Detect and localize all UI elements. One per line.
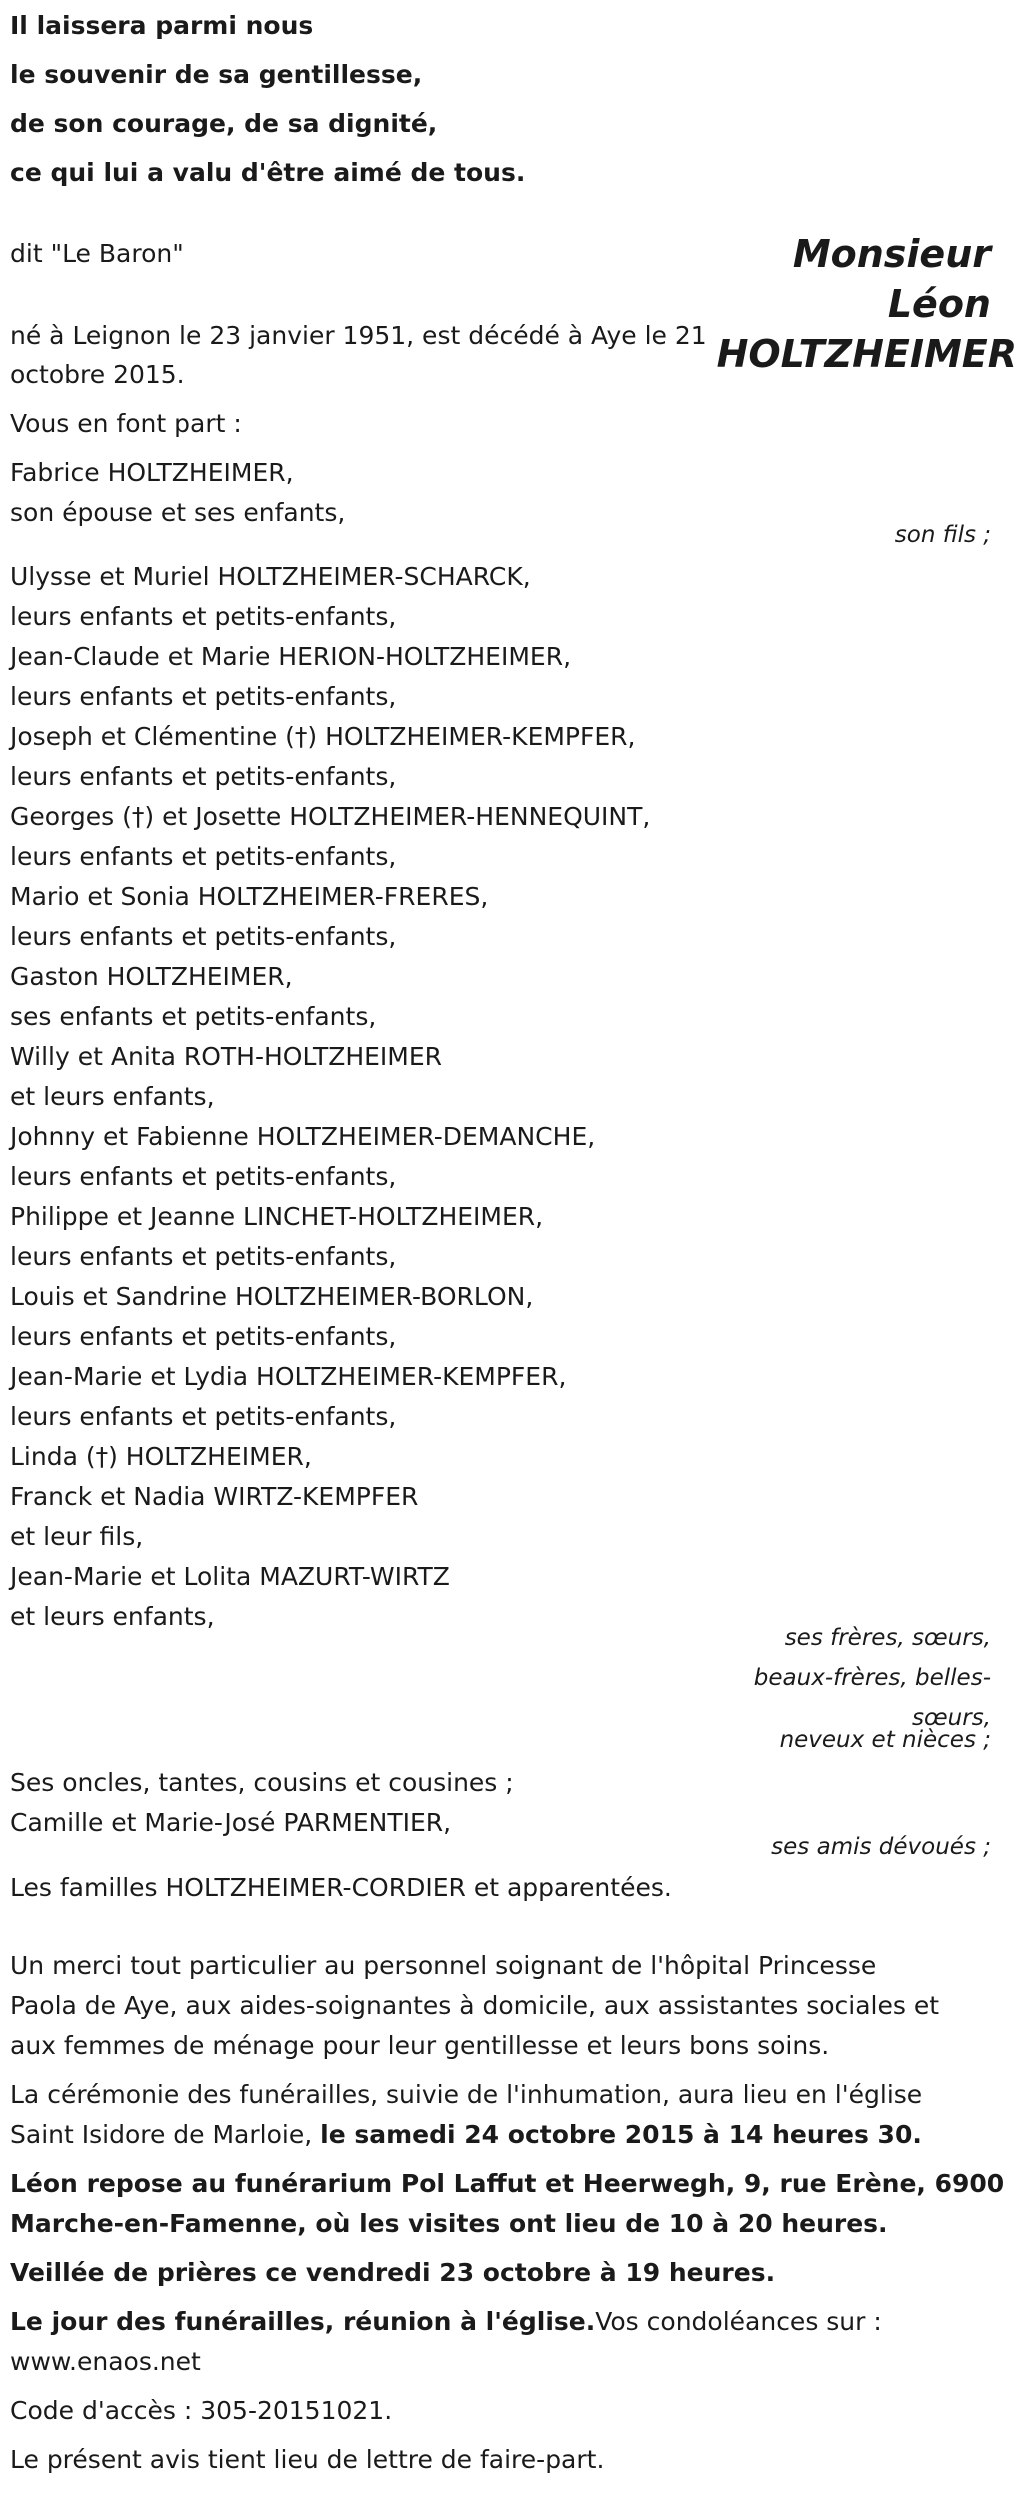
sibling-line: et leur fils,: [10, 1522, 144, 1551]
birth-death-line: octobre 2015.: [10, 360, 185, 389]
friends-role: ses amis dévoués ;: [771, 1834, 991, 1860]
ceremony-line: La cérémonie des funérailles, suivie de l'inhumation, aura lieu en l'église: [10, 2080, 923, 2109]
sibling-line: Johnny et Fabienne HOLTZHEIMER-DEMANCHE,: [10, 1122, 596, 1151]
ceremony-line: [10, 2115, 922, 2155]
sibling-line: leurs enfants et petits-enfants,: [10, 842, 397, 871]
sibling-line: et leurs enfants,: [10, 1602, 215, 1631]
spouse-line: Fabrice HOLTZHEIMER,: [10, 458, 294, 487]
thanks-line: Un merci tout particulier au personnel soignant de l'hôpital Princesse: [10, 1951, 877, 1980]
sibling-line: leurs enfants et petits-enfants,: [10, 1322, 397, 1351]
spouse-role: son fils ;: [894, 522, 991, 548]
closing-note: Le présent avis tient lieu de lettre de faire-part.: [10, 2445, 605, 2474]
ceremony-date: le samedi 24 octobre 2015 à 14 heures 30.: [320, 2120, 922, 2149]
sibling-line: leurs enfants et petits-enfants,: [10, 602, 397, 631]
sibling-line: leurs enfants et petits-enfants,: [10, 922, 397, 951]
relatives-line: Ses oncles, tantes, cousins et cousines ;: [10, 1768, 514, 1797]
sibling-line: Gaston HOLTZHEIMER,: [10, 962, 293, 991]
sibling-line: Louis et Sandrine HOLTZHEIMER-BORLON,: [10, 1282, 534, 1311]
sibling-line: et leurs enfants,: [10, 1082, 215, 1111]
sibling-line: Georges (†) et Josette HOLTZHEIMER-HENNEQUINT,: [10, 802, 651, 831]
sibling-line: Ulysse et Muriel HOLTZHEIMER-SCHARCK,: [10, 562, 531, 591]
epigraph-line: de son courage, de sa dignité,: [10, 109, 438, 138]
website-link[interactable]: www.enaos.net: [10, 2347, 201, 2376]
relatives-line: Camille et Marie-José PARMENTIER,: [10, 1808, 452, 1837]
thanks-line: Paola de Aye, aux aides-soignantes à domicile, aux assistantes sociales et: [10, 1991, 940, 2020]
siblings-role-line: sœurs,: [912, 1705, 991, 1731]
sibling-line: Linda (†) HOLTZHEIMER,: [10, 1442, 312, 1471]
sibling-line: leurs enfants et petits-enfants,: [10, 1402, 397, 1431]
thanks-line: aux femmes de ménage pour leur gentillesse et leurs bons soins.: [10, 2031, 830, 2060]
sibling-line: Franck et Nadia WIRTZ-KEMPFER: [10, 1482, 419, 1511]
rest-line: Léon repose au funérarium Pol Laffut et Heerwegh, 9, rue Erène, 6900: [10, 2169, 1005, 2198]
sibling-line: Jean-Marie et Lydia HOLTZHEIMER-KEMPFER,: [10, 1362, 567, 1391]
access-code: Code d'accès : 305-20151021.: [10, 2396, 393, 2425]
sibling-line: Jean-Marie et Lolita MAZURT-WIRTZ: [10, 1562, 450, 1591]
meeting-line: [10, 2302, 882, 2342]
sibling-line: leurs enfants et petits-enfants,: [10, 1162, 397, 1191]
intro: Vous en font part :: [10, 409, 242, 438]
sibling-line: leurs enfants et petits-enfants,: [10, 1242, 397, 1271]
rest-line: Marche-en-Famenne, où les visites ont lieu de 10 à 20 heures.: [10, 2209, 888, 2238]
spouse-line: son épouse et ses enfants,: [10, 498, 346, 527]
meeting-notice: Le jour des funérailles, réunion à l'église.: [10, 2307, 596, 2336]
ceremony-place: Saint Isidore de Marloie,: [10, 2120, 321, 2149]
title-honorific: Monsieur: [792, 232, 991, 276]
epigraph-line: le souvenir de sa gentillesse,: [10, 60, 423, 89]
siblings-role-line: beaux-frères, belles-: [753, 1665, 991, 1691]
epigraph-line: ce qui lui a valu d'être aimé de tous.: [10, 158, 526, 187]
birth-death-line: né à Leignon le 23 janvier 1951, est décédé à Aye le 21: [10, 321, 707, 350]
siblings-role-line: ses frères, sœurs,: [784, 1625, 991, 1651]
condolences-text: Vos condoléances sur :: [595, 2307, 882, 2336]
vigil: Veillée de prières ce vendredi 23 octobre à 19 heures.: [10, 2258, 776, 2287]
sibling-line: ses enfants et petits-enfants,: [10, 1002, 377, 1031]
sibling-line: Mario et Sonia HOLTZHEIMER-FRERES,: [10, 882, 489, 911]
title-first-name: Léon: [887, 282, 991, 326]
sibling-line: leurs enfants et petits-enfants,: [10, 682, 397, 711]
families: Les familles HOLTZHEIMER-CORDIER et apparentées.: [10, 1873, 672, 1902]
epigraph-line: Il laissera parmi nous: [10, 11, 314, 40]
sibling-line: Willy et Anita ROTH-HOLTZHEIMER: [10, 1042, 443, 1071]
sibling-line: leurs enfants et petits-enfants,: [10, 762, 397, 791]
sibling-line: Philippe et Jeanne LINCHET-HOLTZHEIMER,: [10, 1202, 544, 1231]
nickname: dit "Le Baron": [10, 239, 184, 268]
title-last-name: HOLTZHEIMER: [716, 332, 1017, 376]
sibling-line: Joseph et Clémentine (†) HOLTZHEIMER-KEMPFER,: [10, 722, 636, 751]
sibling-line: Jean-Claude et Marie HERION-HOLTZHEIMER,: [10, 642, 572, 671]
siblings-role-line: neveux et nièces ;: [779, 1727, 991, 1753]
